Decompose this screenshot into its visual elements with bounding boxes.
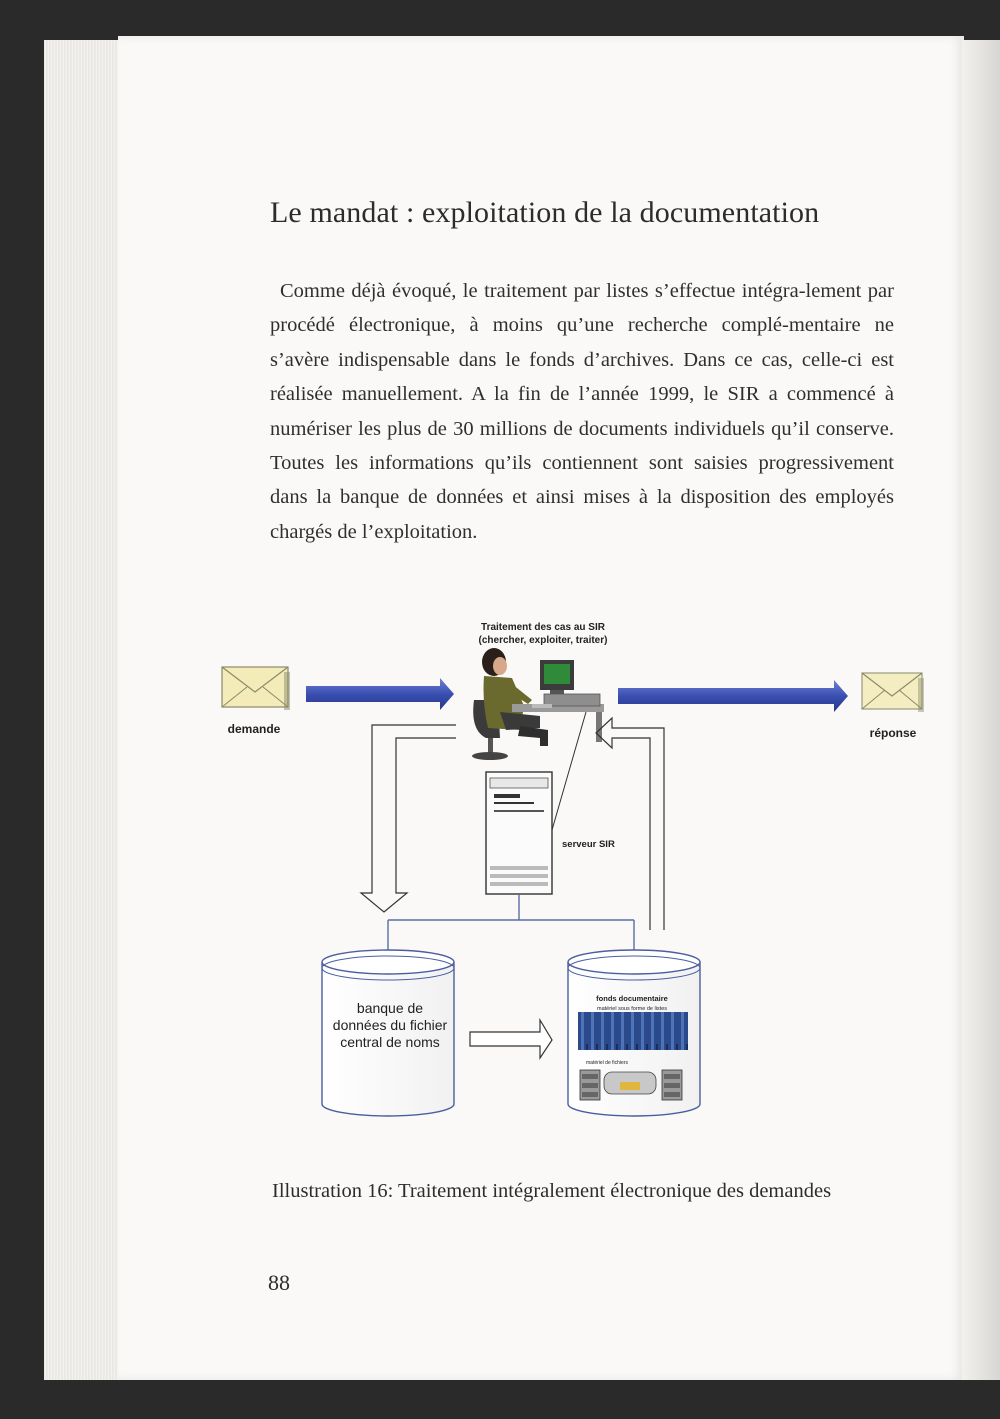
figure-caption: Illustration 16: Traitement intégralement électronique des demandes [272,1180,832,1202]
response-label: réponse [869,726,917,740]
network-line-worker [552,712,586,830]
outgoing-arrow [618,680,848,712]
incoming-arrow [306,678,454,710]
diagram-title-line2: (chercher, exploiter, traiter) [478,635,608,646]
archive-title: fonds documentaire [596,994,668,1003]
response-envelope-icon [862,673,924,712]
database-label: banque de données du fichier central de noms [332,1000,448,1050]
request-label: demande [227,722,281,736]
server-label: serveur SIR [562,839,615,850]
page-number: 88 [268,1270,290,1295]
archive-cards-label: matériel de fichiers [586,1060,628,1066]
to-database-arrow [361,725,456,912]
archive-lists-label: matériel sous forme de listes [597,1006,667,1012]
database-to-archive-arrow [470,1020,552,1058]
body-paragraph: Comme déjà évoqué, le traitement par listes s’effectue intégra-lement par procédé électronique, à moins qu’une recherche complé-mentaire ne s’avère indispensable dans le fonds d’archives. Dans ce cas, celle-ci est réalisée manuellement. A la fin de l’année 1999, le SIR a commencé à numériser les plus de 30 millions de documents individuels qu’il conserve. Toutes les informations qu’ils contiennent sont saisies progressivement dans la banque de données et ainsi mises à la disposition des employés chargés de l’exploitation. [270,280,894,543]
operator-workstation-icon [472,648,604,760]
request-envelope-icon [222,667,290,710]
archive-cylinder-icon [568,950,700,1116]
from-archive-arrow [596,718,664,930]
network-connection [388,894,634,950]
server-icon [486,772,552,894]
diagram-title-line1: Traitement des cas au SIR [481,622,605,633]
section-heading: Le mandat : exploitation de la documentation [270,196,820,229]
